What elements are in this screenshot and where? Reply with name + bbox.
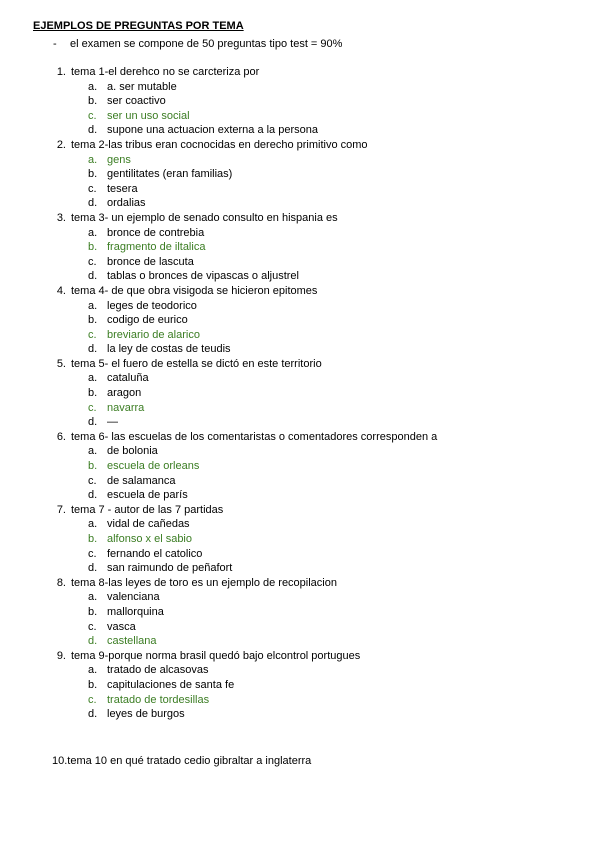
answer-option bbox=[0, 386, 600, 401]
question-item bbox=[0, 65, 600, 138]
option-text: de bolonia bbox=[107, 445, 158, 458]
option-text: alfonso x el sabio bbox=[107, 533, 192, 545]
question-text: tema 2-las tribus eran cocnocidas en derecho primitivo como bbox=[71, 138, 368, 151]
option-letter: c. bbox=[88, 620, 97, 633]
option-text: bronce de contrebia bbox=[107, 226, 205, 239]
option-text: gentilitates (eran familias) bbox=[107, 168, 233, 181]
option-letter: b. bbox=[88, 314, 98, 327]
question-item bbox=[0, 576, 600, 649]
answer-option bbox=[0, 196, 600, 211]
option-text: breviario de alarico bbox=[107, 328, 200, 341]
option-letter: a. bbox=[88, 518, 98, 531]
option-text: cataluña bbox=[107, 372, 149, 385]
option-text: ser coactivo bbox=[107, 95, 166, 108]
question-line bbox=[0, 138, 600, 153]
question-text: tema 5- el fuero de estella se dictó en este territorio bbox=[71, 357, 322, 370]
question-line bbox=[0, 576, 600, 591]
answer-option bbox=[0, 123, 600, 138]
option-letter: c. bbox=[88, 474, 97, 487]
question-number: 5. bbox=[56, 357, 66, 370]
option-text: de salamanca bbox=[107, 474, 176, 487]
answer-option bbox=[0, 663, 600, 678]
option-letter: a. bbox=[88, 153, 98, 166]
answer-option bbox=[0, 707, 600, 722]
option-letter: b. bbox=[88, 533, 98, 545]
answer-option bbox=[0, 488, 600, 503]
option-letter: d. bbox=[88, 343, 98, 356]
intro-bullet: - bbox=[53, 38, 57, 50]
answer-option-correct bbox=[0, 109, 600, 124]
option-text: supone una actuacion externa a la persona bbox=[107, 124, 318, 137]
option-letter: b. bbox=[88, 605, 98, 618]
question-line bbox=[0, 357, 600, 372]
answer-option-correct bbox=[0, 328, 600, 343]
option-letter: b. bbox=[88, 241, 98, 254]
option-text: fragmento de iltalica bbox=[107, 241, 206, 254]
question-item bbox=[0, 284, 600, 357]
answer-option bbox=[0, 547, 600, 562]
answer-option bbox=[0, 371, 600, 386]
option-text: ordalias bbox=[107, 197, 146, 210]
question-number: 2. bbox=[56, 138, 66, 151]
answer-option-correct bbox=[0, 693, 600, 708]
question-10: 10.tema 10 en qué tratado cedio gibraltar a inglaterra bbox=[52, 755, 312, 767]
intro-text: el examen se compone de 50 preguntas tipo test = 90% bbox=[70, 38, 343, 50]
option-letter: c. bbox=[88, 401, 97, 414]
answer-option bbox=[0, 80, 600, 95]
option-letter: a. bbox=[88, 591, 98, 604]
answer-option bbox=[0, 474, 600, 489]
answer-option bbox=[0, 299, 600, 314]
option-letter: d. bbox=[88, 270, 98, 283]
question-number: 4. bbox=[56, 284, 66, 297]
option-letter: d. bbox=[88, 197, 98, 210]
question-line bbox=[0, 503, 600, 518]
answer-option-correct bbox=[0, 401, 600, 416]
option-text: bronce de lascuta bbox=[107, 255, 194, 268]
answer-option bbox=[0, 226, 600, 241]
question-text: tema 6- las escuelas de los comentaristas o comentadores corresponden a bbox=[71, 430, 438, 443]
answer-option-correct bbox=[0, 634, 600, 649]
answer-option bbox=[0, 182, 600, 197]
question-list bbox=[0, 65, 600, 722]
question-number: 3. bbox=[56, 211, 66, 224]
option-letter: c. bbox=[88, 255, 97, 268]
answer-option bbox=[0, 167, 600, 182]
question-item bbox=[0, 649, 600, 722]
option-letter: c. bbox=[88, 547, 97, 560]
question-line bbox=[0, 649, 600, 664]
answer-option bbox=[0, 678, 600, 693]
question-text: tema 7 - autor de las 7 partidas bbox=[71, 503, 224, 516]
option-text: gens bbox=[107, 153, 131, 166]
option-letter: c. bbox=[88, 328, 97, 341]
question-text: tema 3- un ejemplo de senado consulto en hispania es bbox=[71, 211, 338, 224]
question-line bbox=[0, 430, 600, 445]
option-text: codigo de eurico bbox=[107, 314, 188, 327]
option-letter: b. bbox=[88, 387, 98, 400]
option-letter: c. bbox=[88, 693, 97, 706]
option-letter: a. bbox=[88, 445, 98, 458]
answer-option bbox=[0, 269, 600, 284]
question-item bbox=[0, 138, 600, 211]
option-letter: a. bbox=[88, 372, 98, 385]
question-item bbox=[0, 430, 600, 503]
option-text: escuela de orleans bbox=[107, 460, 200, 473]
option-text: ser un uso social bbox=[107, 109, 190, 122]
question-number: 8. bbox=[56, 576, 66, 589]
option-letter: a. bbox=[88, 226, 98, 239]
option-text: vasca bbox=[107, 620, 136, 633]
option-text: valenciana bbox=[107, 591, 160, 604]
answer-option-correct bbox=[0, 459, 600, 474]
option-text: leges de teodorico bbox=[107, 299, 197, 312]
option-text: mallorquina bbox=[107, 605, 164, 618]
option-text: fernando el catolico bbox=[107, 547, 203, 560]
option-text: castellana bbox=[107, 635, 157, 648]
option-text: a. ser mutable bbox=[107, 80, 177, 93]
option-letter: d. bbox=[88, 489, 98, 502]
answer-option bbox=[0, 444, 600, 459]
option-text: escuela de parís bbox=[107, 489, 188, 502]
question-number: 7. bbox=[56, 503, 66, 516]
question-number: 6. bbox=[56, 430, 66, 443]
option-letter: b. bbox=[88, 168, 98, 181]
option-text: la ley de costas de teudis bbox=[107, 343, 231, 356]
option-text: capitulaciones de santa fe bbox=[107, 678, 235, 691]
option-text: san raimundo de peñafort bbox=[107, 562, 233, 575]
answer-option-correct bbox=[0, 240, 600, 255]
question-line bbox=[0, 284, 600, 299]
option-letter: a. bbox=[88, 299, 98, 312]
option-letter: c. bbox=[88, 109, 97, 122]
question-item bbox=[0, 211, 600, 284]
option-letter: a. bbox=[88, 80, 98, 93]
answer-option bbox=[0, 605, 600, 620]
option-letter: d. bbox=[88, 124, 98, 137]
option-text: tablas o bronces de vipascas o aljustrel bbox=[107, 270, 299, 283]
option-letter: a. bbox=[88, 664, 98, 677]
option-letter: b. bbox=[88, 678, 98, 691]
answer-option bbox=[0, 94, 600, 109]
option-text: navarra bbox=[107, 401, 145, 414]
question-number: 1. bbox=[56, 66, 66, 78]
question-text: tema 4- de que obra visigoda se hicieron epitomes bbox=[71, 284, 318, 297]
option-letter: d. bbox=[88, 562, 98, 575]
answer-option bbox=[0, 313, 600, 328]
question-line bbox=[0, 65, 600, 80]
question-text: tema 1-el derehco no se carcteriza por bbox=[71, 66, 260, 78]
option-letter: d. bbox=[88, 708, 98, 721]
option-letter: b. bbox=[88, 95, 98, 108]
answer-option-correct bbox=[0, 153, 600, 168]
answer-option bbox=[0, 415, 600, 430]
page-title: EJEMPLOS DE PREGUNTAS POR TEMA bbox=[33, 20, 244, 32]
option-letter: d. bbox=[88, 635, 98, 648]
answer-option bbox=[0, 517, 600, 532]
option-text: vidal de cañedas bbox=[107, 518, 190, 531]
answer-option bbox=[0, 590, 600, 605]
question-number: 9. bbox=[56, 649, 66, 662]
option-text: tratado de alcasovas bbox=[107, 664, 209, 677]
question-text: tema 8-las leyes de toro es un ejemplo de recopilacion bbox=[71, 576, 337, 589]
option-text: aragon bbox=[107, 387, 142, 400]
option-letter: d. bbox=[88, 416, 98, 429]
option-text: tratado de tordesillas bbox=[107, 693, 210, 706]
question-line bbox=[0, 211, 600, 226]
question-text: tema 9-porque norma brasil quedó bajo elcontrol portugues bbox=[71, 649, 361, 662]
option-text: leyes de burgos bbox=[107, 708, 185, 721]
answer-option-correct bbox=[0, 532, 600, 547]
option-letter: c. bbox=[88, 182, 97, 195]
answer-option bbox=[0, 342, 600, 357]
question-item bbox=[0, 503, 600, 576]
question-item bbox=[0, 357, 600, 430]
option-letter: b. bbox=[88, 460, 98, 473]
answer-option bbox=[0, 620, 600, 635]
answer-option bbox=[0, 561, 600, 576]
option-text: tesera bbox=[107, 182, 138, 195]
option-text: — bbox=[107, 416, 118, 429]
answer-option bbox=[0, 255, 600, 270]
